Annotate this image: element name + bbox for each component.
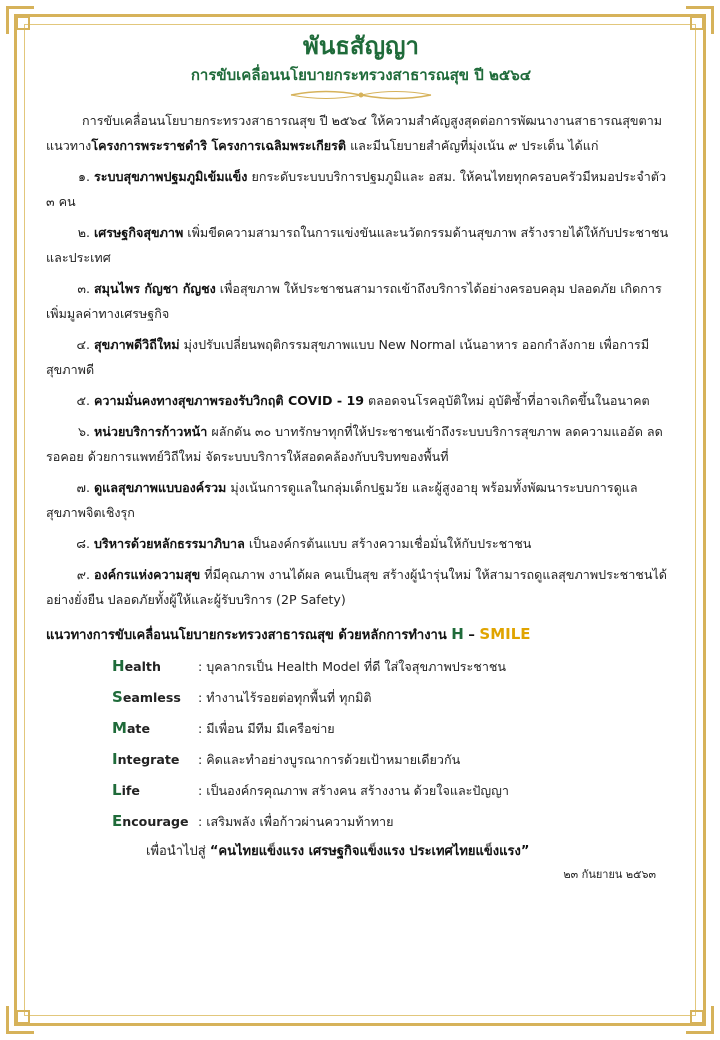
item-description: มุ่งปรับเปลี่ยนพฤติกรรมสุขภาพแบบ New Normal เน้นอาหาร ออกกำลังกาย เพื่อการมีสุขภาพดี — [46, 337, 650, 377]
list-item — [46, 531, 676, 556]
item-title: องค์กรแห่งความสุข — [94, 567, 201, 582]
hsmile-row — [112, 654, 676, 679]
hsmile-description: : เสริมพลัง เพื่อก้าวผ่านความท้าทาย — [198, 814, 394, 829]
item-number: ๑. — [78, 169, 90, 184]
hsmile-key-initial: L — [112, 781, 122, 799]
item-title: บริหารด้วยหลักธรรมาภิบาล — [94, 536, 245, 551]
item-title: ระบบสุขภาพปฐมภูมิเข้มแข็ง — [94, 169, 248, 184]
hsmile-heading — [46, 622, 676, 648]
document-subtitle: การขับเคลื่อนนโยบายกระทรวงสาธารณสุข ปี ๒๕๖๔ — [190, 66, 532, 84]
hsmile-row — [112, 778, 676, 803]
item-number: ๘. — [76, 536, 90, 551]
item-number: ๒. — [77, 225, 90, 240]
item-description: ยกระดับระบบบริการปฐมภูมิและ อสม. ให้คนไทยทุกครอบครัวมีหมอประจำตัว ๓ คน — [46, 169, 667, 209]
item-description: ที่มีคุณภาพ งานได้ผล คนเป็นสุข สร้างผู้นำรุ่นใหม่ ให้สามารถดูแลสุขภาพประชาชนได้อย่างยั่งยืน ปลอดภัยทั้งผู้ให้และผู้รับบริการ (2P Safety) — [46, 567, 667, 607]
document-date: ๒๓ กันยายน ๒๕๖๓ — [563, 868, 656, 881]
hsmile-description: : มีเพื่อน มีทีม มีเครือข่าย — [198, 721, 335, 736]
intro-bold-text: โครงการพระราชดำริ โครงการเฉลิมพระเกียรติ — [91, 138, 347, 153]
item-title: หน่วยบริการก้าวหน้า — [94, 424, 208, 439]
hsmile-key-rest: ealth — [124, 659, 161, 674]
hsmile-key — [112, 685, 198, 710]
item-description: เพื่อสุขภาพ ให้ประชาชนสามารถเข้าถึงบริการได้อย่างครอบคลุม ปลอดภัย เกิดการเพิ่มมูลค่าทางเศรษฐกิจ — [46, 281, 662, 321]
item-title: สมุนไพร กัญชา กัญชง — [94, 281, 216, 296]
item-description: เป็นองค์กรต้นแบบ สร้างความเชื่อมั่นให้กับประชาชน — [244, 536, 532, 551]
intro-paragraph — [46, 108, 676, 158]
item-description: ตลอดจนโรคอุบัติใหม่ อุบัติซ้ำที่อาจเกิดขึ้นในอนาคต — [364, 393, 650, 408]
hsmile-key — [112, 778, 198, 803]
list-item — [46, 276, 676, 326]
hsmile-row — [112, 809, 676, 834]
list-item — [46, 332, 676, 382]
item-title: สุขภาพดีวิถีใหม่ — [94, 337, 180, 352]
hsmile-key-initial: I — [112, 750, 118, 768]
item-number: ๕. — [76, 393, 90, 408]
hsmile-description: : บุคลากรเป็น Health Model ที่ดี ใส่ใจสุขภาพประชาชน — [198, 659, 507, 674]
hsmile-key-rest: ate — [126, 721, 150, 736]
hsmile-description: : เป็นองค์กรคุณภาพ สร้างคน สร้างงาน ด้วยใจและปัญญา — [198, 783, 509, 798]
corner-ornament-bottom-right — [672, 992, 714, 1034]
list-item — [46, 164, 676, 214]
item-number: ๓. — [77, 281, 90, 296]
intro-text: การขับเคลื่อนนโยบายกระทรวงสาธารณสุข ปี ๒๕๖๔ ให้ความสำคัญสูงสุดต่อการพัฒนางานสาธารณสุขตามแนวทาง — [46, 113, 663, 153]
item-number: ๖. — [78, 424, 90, 439]
hsmile-smile-word: SMILE — [479, 625, 531, 643]
intro-text-end: และมีนโยบายสำคัญที่มุ่งเน้น ๙ ประเด็น ได้แก่ — [346, 138, 599, 153]
hsmile-key — [112, 809, 198, 834]
hsmile-list — [46, 654, 676, 834]
hsmile-key — [112, 716, 198, 741]
item-title: เศรษฐกิจสุขภาพ — [94, 225, 184, 240]
list-item — [46, 562, 676, 612]
list-item — [46, 475, 676, 525]
list-item — [46, 388, 676, 413]
hsmile-row — [112, 747, 676, 772]
hsmile-key — [112, 747, 198, 772]
flourish-divider-icon — [286, 88, 436, 102]
hsmile-key-initial: S — [112, 688, 123, 706]
policy-list — [46, 164, 676, 612]
item-description: มุ่งเน้นการดูแลในกลุ่มเด็กปฐมวัย และผู้สูงอายุ พร้อมทั้งพัฒนาระบบการดูแลสุขภาพจิตเชิงรุก — [46, 480, 638, 520]
item-number: ๗. — [76, 480, 90, 495]
hsmile-dash: – — [463, 628, 480, 643]
hsmile-description: : คิดและทำอย่างบูรณาการด้วยเป้าหมายเดียวกัน — [198, 752, 461, 767]
hsmile-row — [112, 716, 676, 741]
item-description: เพิ่มขีดความสามารถในการแข่งขันและนวัตกรรมด้านสุขภาพ สร้างรายได้ให้กับประชาชนและประเทศ — [46, 225, 669, 265]
document-title: พันธสัญญา — [303, 32, 419, 60]
hsmile-key-initial: M — [112, 719, 127, 737]
closing-quote: “คนไทยแข็งแรง เศรษฐกิจแข็งแรง ประเทศไทยแข็งแรง” — [209, 844, 530, 859]
document-content — [46, 30, 676, 884]
hsmile-key-initial: E — [112, 812, 123, 830]
hsmile-key-rest: ntegrate — [117, 752, 180, 767]
hsmile-row — [112, 685, 676, 710]
item-description: ผลักดัน ๓๐ บาทรักษาทุกที่ให้ประชาชนเข้าถึงระบบบริการสุขภาพ ลดความแออัด ลดรอคอย ด้วยการแพทย์วิถีใหม่ จัดระบบบริการให้สอดคล้องกับบริบทของพื้นที่ — [46, 424, 663, 464]
corner-ornament-top-left — [6, 6, 48, 48]
closing-lead: เพื่อนำไปสู่ — [146, 844, 206, 859]
hsmile-key-rest: ife — [121, 783, 140, 798]
hsmile-key-rest: eamless — [122, 690, 181, 705]
hsmile-heading-text: แนวทางการขับเคลื่อนนโยบายกระทรวงสาธารณสุข ด้วยหลักการทำงาน — [46, 628, 447, 643]
item-title: ดูแลสุขภาพแบบองค์รวม — [94, 480, 227, 495]
list-item — [46, 419, 676, 469]
corner-ornament-top-right — [672, 6, 714, 48]
item-number: ๔. — [76, 337, 90, 352]
item-number: ๙. — [76, 567, 90, 582]
closing-statement — [146, 840, 676, 864]
corner-ornament-bottom-left — [6, 992, 48, 1034]
hsmile-key-initial: H — [112, 657, 125, 675]
hsmile-key-rest: ncourage — [122, 814, 189, 829]
hsmile-description: : ทำงานไร้รอยต่อทุกพื้นที่ ทุกมิติ — [198, 690, 372, 705]
hsmile-h-letter: H — [451, 625, 464, 643]
list-item — [46, 220, 676, 270]
item-title: ความมั่นคงทางสุขภาพรองรับวิกฤติ COVID - 19 — [94, 393, 364, 408]
hsmile-key — [112, 654, 198, 679]
